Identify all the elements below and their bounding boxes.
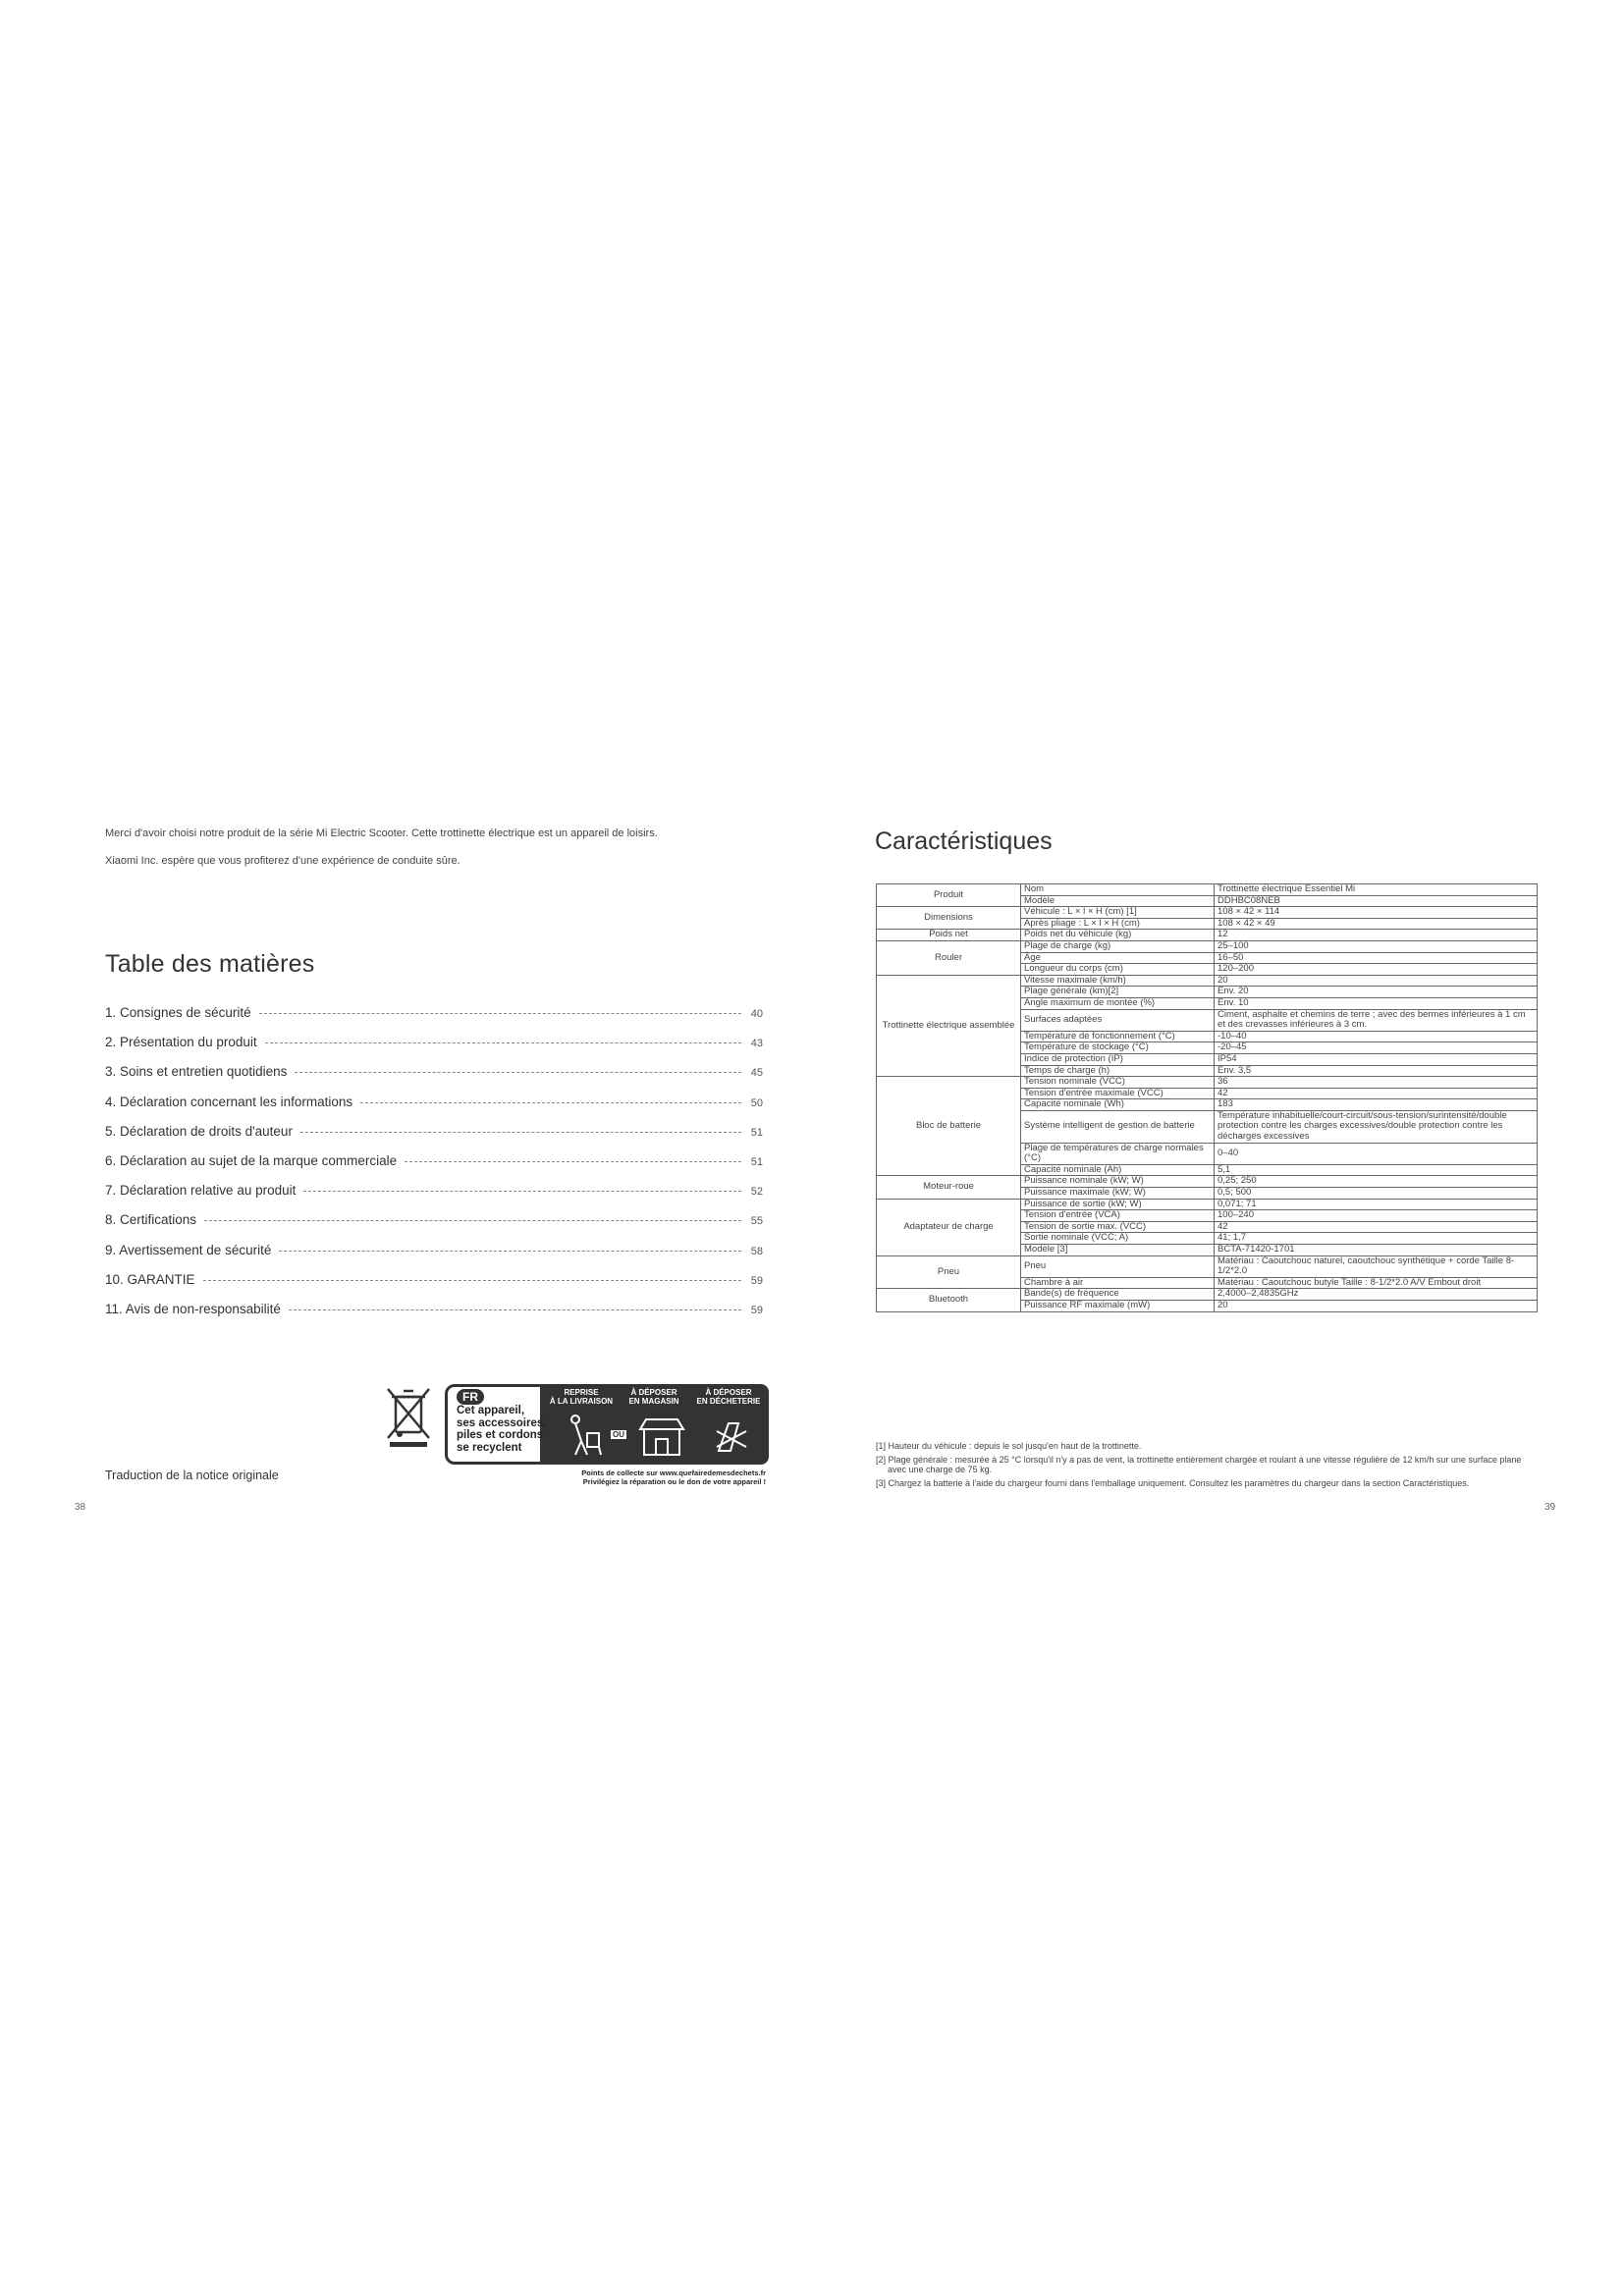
spec-parameter: Surfaces adaptées bbox=[1021, 1009, 1215, 1031]
spec-value: 42 bbox=[1215, 1221, 1538, 1233]
toc-leader bbox=[300, 1132, 741, 1133]
page-number-left: 38 bbox=[75, 1502, 86, 1513]
spec-value: 5,1 bbox=[1215, 1164, 1538, 1176]
toc-page: 51 bbox=[750, 1126, 763, 1139]
spec-parameter: Température de fonctionnement (°C) bbox=[1021, 1031, 1215, 1042]
spec-parameter: Température de stockage (°C) bbox=[1021, 1042, 1215, 1054]
spec-category: Bloc de batterie bbox=[877, 1077, 1021, 1176]
toc-row[interactable] bbox=[105, 1183, 763, 1212]
spec-value: 100–240 bbox=[1215, 1210, 1538, 1222]
spec-parameter: Capacité nominale (Wh) bbox=[1021, 1099, 1215, 1111]
spec-value: BCTA-71420-1701 bbox=[1215, 1245, 1538, 1256]
toc-row[interactable] bbox=[105, 1124, 763, 1153]
toc-leader bbox=[203, 1280, 741, 1281]
toc-leader bbox=[204, 1220, 741, 1221]
spec-parameter: Système intelligent de gestion de batterie bbox=[1021, 1110, 1215, 1143]
spec-category: Trottinette électrique assemblée bbox=[877, 975, 1021, 1076]
footnotes bbox=[876, 1441, 1538, 1492]
spec-parameter: Angle maximum de montée (%) bbox=[1021, 997, 1215, 1009]
spec-value: Trottinette électrique Essentiel Mi bbox=[1215, 884, 1538, 896]
spec-value: 20 bbox=[1215, 1300, 1538, 1311]
footnote: [1] Hauteur du véhicule : depuis le sol jusqu'en haut de la trottinette. bbox=[876, 1441, 1142, 1451]
spec-parameter: Capacité nominale (Ah) bbox=[1021, 1164, 1215, 1176]
spec-parameter: Bande(s) de fréquence bbox=[1021, 1289, 1215, 1301]
toc-label: 9. Avertissement de sécurité bbox=[105, 1242, 272, 1257]
toc-leader bbox=[303, 1191, 741, 1192]
spec-value: 12 bbox=[1215, 930, 1538, 941]
spec-parameter: Tension d'entrée maximale (VCC) bbox=[1021, 1088, 1215, 1099]
spec-value: Matériau : Caoutchouc naturel, caoutchouc synthétique + corde Taille 8-1/2*2.0 bbox=[1215, 1255, 1538, 1277]
spec-parameter: Plage générale (km)[2] bbox=[1021, 987, 1215, 998]
table-of-contents bbox=[105, 1005, 763, 1331]
original-translation-note: Traduction de la notice originale bbox=[105, 1468, 279, 1482]
toc-page: 51 bbox=[750, 1155, 763, 1168]
spec-value: Ciment, asphalte et chemins de terre ; avec des bermes inférieures à 1 cm et des crevasses inférieures à 3 cm. bbox=[1215, 1009, 1538, 1031]
recycle-text: Cet appareil, ses accessoires, piles et cordons se recyclent bbox=[457, 1405, 547, 1454]
spec-category: Moteur-roue bbox=[877, 1176, 1021, 1199]
recycle-col-delivery: REPRISE À LA LIVRAISON bbox=[549, 1388, 614, 1406]
spec-parameter: Sortie nominale (VCC; A) bbox=[1021, 1233, 1215, 1245]
intro-line-1: Merci d'avoir choisi notre produit de la série Mi Electric Scooter. Cette trottinette électrique est un appareil de loisirs. bbox=[105, 828, 658, 839]
spec-value: 108 × 42 × 49 bbox=[1215, 918, 1538, 930]
spec-parameter: Vitesse maximale (km/h) bbox=[1021, 975, 1215, 987]
toc-row[interactable] bbox=[105, 1095, 763, 1124]
toc-page: 40 bbox=[750, 1008, 763, 1020]
spec-parameter: Âge bbox=[1021, 952, 1215, 964]
crossed-out-bin-icon bbox=[386, 1387, 431, 1448]
spec-value: -10–40 bbox=[1215, 1031, 1538, 1042]
spec-category: Bluetooth bbox=[877, 1289, 1021, 1311]
spec-row bbox=[877, 1255, 1538, 1277]
spec-parameter: Pneu bbox=[1021, 1255, 1215, 1277]
toc-leader bbox=[360, 1102, 741, 1103]
toc-row[interactable] bbox=[105, 1035, 763, 1064]
spec-row bbox=[877, 930, 1538, 941]
toc-leader bbox=[279, 1251, 741, 1252]
spec-category: Pneu bbox=[877, 1255, 1021, 1289]
spec-value: 0,25; 250 bbox=[1215, 1176, 1538, 1188]
footnote: [2] Plage générale : mesurée à 25 °C lorsqu'il n'y a pas de vent, la trottinette entièrement chargée et roulant à une vitesse régulière de 12 km/h sur une surface plane avec une charge de 75 kg. bbox=[876, 1455, 1522, 1474]
spec-value: 108 × 42 × 114 bbox=[1215, 907, 1538, 919]
spec-value: 36 bbox=[1215, 1077, 1538, 1089]
toc-row[interactable] bbox=[105, 1064, 763, 1094]
toc-label: 6. Déclaration au sujet de la marque commerciale bbox=[105, 1152, 398, 1168]
spec-value: 183 bbox=[1215, 1099, 1538, 1111]
spec-value: -20–45 bbox=[1215, 1042, 1538, 1054]
spec-row bbox=[877, 940, 1538, 952]
spec-category: Rouler bbox=[877, 940, 1021, 975]
spec-value: Température inhabituelle/court-circuit/sous-tension/surintensité/double protection contre les charges excessives/double protection contre les décharges excessives bbox=[1215, 1110, 1538, 1143]
spec-value: 0–40 bbox=[1215, 1143, 1538, 1164]
spec-category: Poids net bbox=[877, 930, 1021, 941]
spec-parameter: Tension de sortie max. (VCC) bbox=[1021, 1221, 1215, 1233]
toc-title: Table des matières bbox=[105, 950, 315, 978]
toc-page: 58 bbox=[750, 1245, 763, 1257]
spec-value: 16–50 bbox=[1215, 952, 1538, 964]
toc-leader bbox=[405, 1161, 741, 1162]
toc-page: 55 bbox=[750, 1215, 763, 1228]
toc-label: 4. Déclaration concernant les informations bbox=[105, 1094, 353, 1109]
spec-parameter: Indice de protection (IP) bbox=[1021, 1053, 1215, 1065]
toc-label: 5. Déclaration de droits d'auteur bbox=[105, 1123, 293, 1139]
recycle-col-dump: À DÉPOSER EN DÉCHETERIE bbox=[696, 1388, 761, 1406]
spec-parameter: Modèle bbox=[1021, 895, 1215, 907]
spec-value: Matériau : Caoutchouc butyle Taille : 8-1/2*2.0 A/V Embout droit bbox=[1215, 1277, 1538, 1289]
toc-row[interactable] bbox=[105, 1243, 763, 1272]
spec-parameter: Modèle [3] bbox=[1021, 1245, 1215, 1256]
toc-row[interactable] bbox=[105, 1005, 763, 1035]
spec-category: Dimensions bbox=[877, 907, 1021, 930]
page-number-right: 39 bbox=[1544, 1502, 1556, 1513]
spec-value: 2,4000–2,4835GHz bbox=[1215, 1289, 1538, 1301]
spec-value: 0,071; 71 bbox=[1215, 1199, 1538, 1210]
spec-row bbox=[877, 1176, 1538, 1188]
spec-value: 20 bbox=[1215, 975, 1538, 987]
toc-page: 59 bbox=[750, 1274, 763, 1287]
spec-parameter: Puissance de sortie (kW; W) bbox=[1021, 1199, 1215, 1210]
spec-row bbox=[877, 884, 1538, 896]
recycle-icons bbox=[562, 1412, 758, 1461]
specifications-title: Caractéristiques bbox=[875, 828, 1053, 855]
toc-page: 43 bbox=[750, 1038, 763, 1050]
spec-parameter: Temps de charge (h) bbox=[1021, 1065, 1215, 1077]
spec-parameter: Tension nominale (VCC) bbox=[1021, 1077, 1215, 1089]
spec-value: 0,5; 500 bbox=[1215, 1188, 1538, 1200]
spec-parameter: Chambre à air bbox=[1021, 1277, 1215, 1289]
spec-category: Adaptateur de charge bbox=[877, 1199, 1021, 1255]
spec-parameter: Puissance maximale (kW; W) bbox=[1021, 1188, 1215, 1200]
spec-value: 42 bbox=[1215, 1088, 1538, 1099]
toc-row[interactable] bbox=[105, 1212, 763, 1242]
spec-value: Env. 10 bbox=[1215, 997, 1538, 1009]
toc-row[interactable] bbox=[105, 1302, 763, 1331]
spec-row bbox=[877, 975, 1538, 987]
toc-page: 59 bbox=[750, 1304, 763, 1316]
spec-parameter: Tension d'entrée (VCA) bbox=[1021, 1210, 1215, 1222]
toc-label: 10. GARANTIE bbox=[105, 1271, 195, 1287]
spec-value: DDHBC08NEB bbox=[1215, 895, 1538, 907]
spec-parameter: Plage de températures de charge normales (°C) bbox=[1021, 1143, 1215, 1164]
spec-parameter: Après pliage : L × l × H (cm) bbox=[1021, 918, 1215, 930]
spec-parameter: Puissance RF maximale (mW) bbox=[1021, 1300, 1215, 1311]
toc-leader bbox=[265, 1042, 741, 1043]
toc-label: 1. Consignes de sécurité bbox=[105, 1005, 251, 1020]
specifications-table bbox=[876, 883, 1538, 1312]
spec-value: Env. 3,5 bbox=[1215, 1065, 1538, 1077]
spec-row bbox=[877, 1077, 1538, 1089]
spec-value: 120–200 bbox=[1215, 964, 1538, 976]
spec-parameter: Puissance nominale (kW; W) bbox=[1021, 1176, 1215, 1188]
toc-leader bbox=[295, 1072, 741, 1073]
toc-page: 52 bbox=[750, 1186, 763, 1199]
spec-value: 41; 1,7 bbox=[1215, 1233, 1538, 1245]
toc-page: 50 bbox=[750, 1096, 763, 1109]
spec-parameter: Plage de charge (kg) bbox=[1021, 940, 1215, 952]
recycle-col-store: À DÉPOSER EN MAGASIN bbox=[628, 1388, 679, 1406]
spec-value: IP54 bbox=[1215, 1053, 1538, 1065]
spec-row bbox=[877, 1199, 1538, 1210]
spec-parameter: Longueur du corps (cm) bbox=[1021, 964, 1215, 976]
recycle-or-label: OU bbox=[613, 1430, 624, 1439]
toc-row[interactable] bbox=[105, 1272, 763, 1302]
toc-page: 45 bbox=[750, 1067, 763, 1080]
intro-line-2: Xiaomi Inc. espère que vous profiterez d'une expérience de conduite sûre. bbox=[105, 855, 460, 867]
spec-parameter: Véhicule : L × l × H (cm) [1] bbox=[1021, 907, 1215, 919]
toc-row[interactable] bbox=[105, 1153, 763, 1183]
toc-label: 11. Avis de non-responsabilité bbox=[105, 1301, 281, 1316]
spec-category: Produit bbox=[877, 884, 1021, 907]
toc-label: 8. Certifications bbox=[105, 1212, 197, 1228]
spec-row bbox=[877, 907, 1538, 919]
toc-label: 3. Soins et entretien quotidiens bbox=[105, 1064, 288, 1080]
spec-row bbox=[877, 1289, 1538, 1301]
spec-parameter: Nom bbox=[1021, 884, 1215, 896]
spec-value: 25–100 bbox=[1215, 940, 1538, 952]
toc-label: 2. Présentation du produit bbox=[105, 1035, 257, 1050]
toc-label: 7. Déclaration relative au produit bbox=[105, 1183, 297, 1199]
collect-info: Points de collecte sur www.quefairedemesdechets.fr Privilégiez la réparation ou le don de votre appareil ! bbox=[581, 1468, 766, 1486]
footnote: [3] Chargez la batterie à l'aide du chargeur fourni dans l'emballage uniquement. Consultez les paramètres du chargeur dans la section Caractéristiques. bbox=[876, 1478, 1470, 1488]
spec-parameter: Poids net du véhicule (kg) bbox=[1021, 930, 1215, 941]
toc-leader bbox=[289, 1309, 741, 1310]
fr-badge: FR bbox=[457, 1389, 484, 1405]
toc-leader bbox=[259, 1013, 741, 1014]
spec-value: Env. 20 bbox=[1215, 987, 1538, 998]
